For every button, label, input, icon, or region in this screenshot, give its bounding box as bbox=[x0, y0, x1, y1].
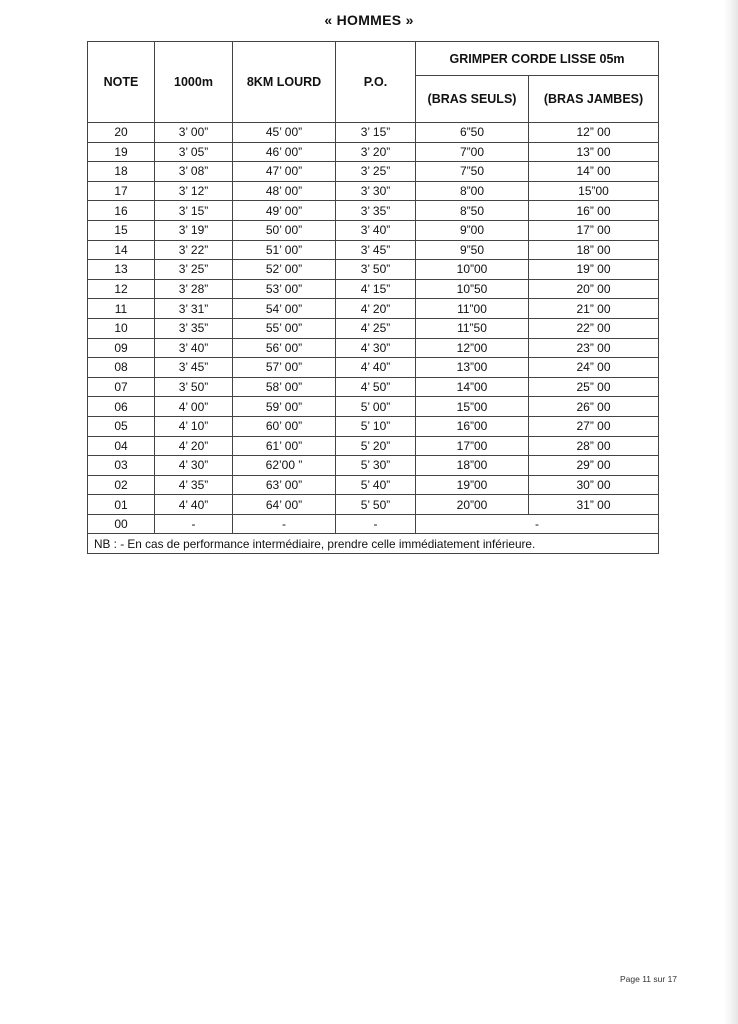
cell-rope-arms-legs: 16” 00 bbox=[529, 201, 659, 221]
cell-rope-arms-legs: 30” 00 bbox=[529, 475, 659, 495]
cell-note: 01 bbox=[88, 495, 155, 515]
cell-8km: 61’ 00” bbox=[233, 436, 336, 456]
table-row bbox=[88, 318, 659, 338]
cell-note: 04 bbox=[88, 436, 155, 456]
cell-1000m: 3’ 25” bbox=[155, 260, 233, 280]
page-number: Page 11 sur 17 bbox=[620, 974, 678, 984]
table-note-row bbox=[88, 534, 659, 554]
cell-rope-arms: 12”00 bbox=[416, 338, 529, 358]
cell-8km: 53’ 00” bbox=[233, 279, 336, 299]
cell-8km: 51’ 00” bbox=[233, 240, 336, 260]
cell-8km: 48’ 00” bbox=[233, 181, 336, 201]
cell-1000m: 3’ 31” bbox=[155, 299, 233, 319]
cell-note: 02 bbox=[88, 475, 155, 495]
header-rope-arms-only: (BRAS SEULS) bbox=[416, 76, 529, 123]
cell-8km: 62’00 ” bbox=[233, 456, 336, 476]
cell-note: 20 bbox=[88, 123, 155, 143]
cell-note: 14 bbox=[88, 240, 155, 260]
cell-po: 3’ 20” bbox=[336, 142, 416, 162]
table-row bbox=[88, 397, 659, 417]
page-title: « HOMMES » bbox=[324, 12, 414, 28]
cell-1000m: 3’ 08” bbox=[155, 162, 233, 182]
cell-8km: - bbox=[233, 514, 336, 534]
table-row bbox=[88, 338, 659, 358]
cell-po: 3’ 25” bbox=[336, 162, 416, 182]
cell-8km: 63’ 00” bbox=[233, 475, 336, 495]
cell-rope-arms: 7”50 bbox=[416, 162, 529, 182]
table-row bbox=[88, 260, 659, 280]
cell-rope-arms: 8”50 bbox=[416, 201, 529, 221]
cell-rope-arms-legs: 18” 00 bbox=[529, 240, 659, 260]
cell-po: 3’ 15” bbox=[336, 123, 416, 143]
cell-8km: 49’ 00” bbox=[233, 201, 336, 221]
page-edge-shadow bbox=[724, 0, 738, 1024]
cell-note: 16 bbox=[88, 201, 155, 221]
cell-rope-arms: 11”00 bbox=[416, 299, 529, 319]
cell-rope-arms: 20”00 bbox=[416, 495, 529, 515]
cell-rope-arms: 14”00 bbox=[416, 377, 529, 397]
cell-1000m: 4’ 00” bbox=[155, 397, 233, 417]
cell-po: 5’ 50” bbox=[336, 495, 416, 515]
cell-1000m: 3’ 19” bbox=[155, 220, 233, 240]
cell-1000m: 4’ 20” bbox=[155, 436, 233, 456]
table-row bbox=[88, 475, 659, 495]
cell-rope-arms-legs: 29” 00 bbox=[529, 456, 659, 476]
cell-rope-arms: 17”00 bbox=[416, 436, 529, 456]
cell-8km: 46’ 00” bbox=[233, 142, 336, 162]
header-rope-climb: GRIMPER CORDE LISSE 05m bbox=[416, 42, 659, 76]
cell-1000m: 3’ 40” bbox=[155, 338, 233, 358]
cell-po: 4’ 30” bbox=[336, 338, 416, 358]
cell-1000m: 3’ 50” bbox=[155, 377, 233, 397]
cell-8km: 50’ 00” bbox=[233, 220, 336, 240]
cell-po: 5’ 40” bbox=[336, 475, 416, 495]
cell-1000m: 4’ 30” bbox=[155, 456, 233, 476]
cell-rope-arms: 15”00 bbox=[416, 397, 529, 417]
cell-rope-arms-legs: 31” 00 bbox=[529, 495, 659, 515]
table-row-zero bbox=[88, 514, 659, 534]
cell-8km: 47’ 00” bbox=[233, 162, 336, 182]
cell-po: 3’ 45” bbox=[336, 240, 416, 260]
cell-note: 06 bbox=[88, 397, 155, 417]
cell-po: 5’ 30” bbox=[336, 456, 416, 476]
cell-note: 17 bbox=[88, 181, 155, 201]
cell-po: 5’ 10” bbox=[336, 416, 416, 436]
cell-po: 3’ 40” bbox=[336, 220, 416, 240]
cell-po: 5’ 00” bbox=[336, 397, 416, 417]
table-row bbox=[88, 377, 659, 397]
cell-rope-arms-legs: 13” 00 bbox=[529, 142, 659, 162]
cell-8km: 56’ 00” bbox=[233, 338, 336, 358]
cell-note: 05 bbox=[88, 416, 155, 436]
cell-po: 4’ 50” bbox=[336, 377, 416, 397]
cell-note: 15 bbox=[88, 220, 155, 240]
cell-rope-arms-legs: 25” 00 bbox=[529, 377, 659, 397]
cell-note: 00 bbox=[88, 514, 155, 534]
table-row bbox=[88, 456, 659, 476]
cell-rope-arms: 10”50 bbox=[416, 279, 529, 299]
cell-rope-arms-legs: 26” 00 bbox=[529, 397, 659, 417]
cell-8km: 55’ 00” bbox=[233, 318, 336, 338]
cell-rope-arms-legs: 19” 00 bbox=[529, 260, 659, 280]
cell-rope-arms: 11”50 bbox=[416, 318, 529, 338]
cell-rope-arms: 18”00 bbox=[416, 456, 529, 476]
table-row bbox=[88, 436, 659, 456]
table-row bbox=[88, 142, 659, 162]
cell-rope-arms: 8”00 bbox=[416, 181, 529, 201]
header-rope-arms-legs: (BRAS JAMBES) bbox=[529, 76, 659, 123]
cell-note: 03 bbox=[88, 456, 155, 476]
cell-rope-arms-legs: 21” 00 bbox=[529, 299, 659, 319]
cell-rope-arms-legs: 14” 00 bbox=[529, 162, 659, 182]
cell-note: 11 bbox=[88, 299, 155, 319]
cell-8km: 59’ 00” bbox=[233, 397, 336, 417]
cell-rope-arms-legs: 27” 00 bbox=[529, 416, 659, 436]
cell-8km: 60’ 00” bbox=[233, 416, 336, 436]
table-row bbox=[88, 162, 659, 182]
cell-po: 4’ 40” bbox=[336, 358, 416, 378]
cell-1000m: - bbox=[155, 514, 233, 534]
header-1000m: 1000m bbox=[155, 42, 233, 123]
cell-1000m: 4’ 10” bbox=[155, 416, 233, 436]
table-row bbox=[88, 416, 659, 436]
cell-note: 19 bbox=[88, 142, 155, 162]
cell-po: 4’ 15” bbox=[336, 279, 416, 299]
table-row bbox=[88, 201, 659, 221]
cell-rope-arms-legs: 12” 00 bbox=[529, 123, 659, 143]
cell-po: 5’ 20” bbox=[336, 436, 416, 456]
cell-1000m: 3’ 05” bbox=[155, 142, 233, 162]
table-row bbox=[88, 358, 659, 378]
table-row bbox=[88, 240, 659, 260]
table-row bbox=[88, 123, 659, 143]
cell-rope-arms-legs: 22” 00 bbox=[529, 318, 659, 338]
cell-rope-arms-legs: 23” 00 bbox=[529, 338, 659, 358]
cell-1000m: 3’ 00” bbox=[155, 123, 233, 143]
cell-8km: 64’ 00” bbox=[233, 495, 336, 515]
footnote-text: NB : - En cas de performance intermédiaire, prendre celle immédiatement inférieure. bbox=[88, 534, 659, 554]
cell-8km: 52’ 00” bbox=[233, 260, 336, 280]
table-row bbox=[88, 299, 659, 319]
cell-1000m: 4’ 40” bbox=[155, 495, 233, 515]
cell-po: - bbox=[336, 514, 416, 534]
cell-1000m: 4’ 35” bbox=[155, 475, 233, 495]
cell-8km: 54’ 00” bbox=[233, 299, 336, 319]
header-8km-lourd: 8KM LOURD bbox=[233, 42, 336, 123]
cell-8km: 58’ 00” bbox=[233, 377, 336, 397]
cell-1000m: 3’ 15” bbox=[155, 201, 233, 221]
cell-1000m: 3’ 45” bbox=[155, 358, 233, 378]
header-po: P.O. bbox=[336, 42, 416, 123]
cell-po: 3’ 30” bbox=[336, 181, 416, 201]
cell-rope-arms: 10”00 bbox=[416, 260, 529, 280]
cell-po: 3’ 35” bbox=[336, 201, 416, 221]
cell-rope-arms: 9”00 bbox=[416, 220, 529, 240]
cell-note: 09 bbox=[88, 338, 155, 358]
cell-1000m: 3’ 35” bbox=[155, 318, 233, 338]
cell-1000m: 3’ 22” bbox=[155, 240, 233, 260]
table-row bbox=[88, 495, 659, 515]
header-note: NOTE bbox=[88, 42, 155, 123]
cell-rope-arms: 19”00 bbox=[416, 475, 529, 495]
cell-rope-arms-legs: 28” 00 bbox=[529, 436, 659, 456]
cell-1000m: 3’ 12” bbox=[155, 181, 233, 201]
grading-table bbox=[87, 41, 659, 554]
cell-po: 4’ 25” bbox=[336, 318, 416, 338]
cell-8km: 57’ 00” bbox=[233, 358, 336, 378]
cell-rope-arms: 7”00 bbox=[416, 142, 529, 162]
cell-po: 3’ 50” bbox=[336, 260, 416, 280]
cell-rope-arms: 9”50 bbox=[416, 240, 529, 260]
cell-rope-arms-legs: 15”00 bbox=[529, 181, 659, 201]
cell-rope-arms: 16”00 bbox=[416, 416, 529, 436]
cell-note: 07 bbox=[88, 377, 155, 397]
cell-note: 08 bbox=[88, 358, 155, 378]
table-row bbox=[88, 279, 659, 299]
table-row bbox=[88, 220, 659, 240]
cell-po: 4’ 20” bbox=[336, 299, 416, 319]
cell-rope-arms-legs: 17” 00 bbox=[529, 220, 659, 240]
cell-note: 12 bbox=[88, 279, 155, 299]
cell-rope-arms-legs: 24” 00 bbox=[529, 358, 659, 378]
cell-1000m: 3’ 28” bbox=[155, 279, 233, 299]
cell-rope-arms: 13”00 bbox=[416, 358, 529, 378]
cell-note: 10 bbox=[88, 318, 155, 338]
cell-note: 18 bbox=[88, 162, 155, 182]
cell-8km: 45’ 00” bbox=[233, 123, 336, 143]
table-row bbox=[88, 181, 659, 201]
cell-rope-merged: - bbox=[416, 514, 659, 534]
cell-note: 13 bbox=[88, 260, 155, 280]
cell-rope-arms: 6”50 bbox=[416, 123, 529, 143]
cell-rope-arms-legs: 20” 00 bbox=[529, 279, 659, 299]
